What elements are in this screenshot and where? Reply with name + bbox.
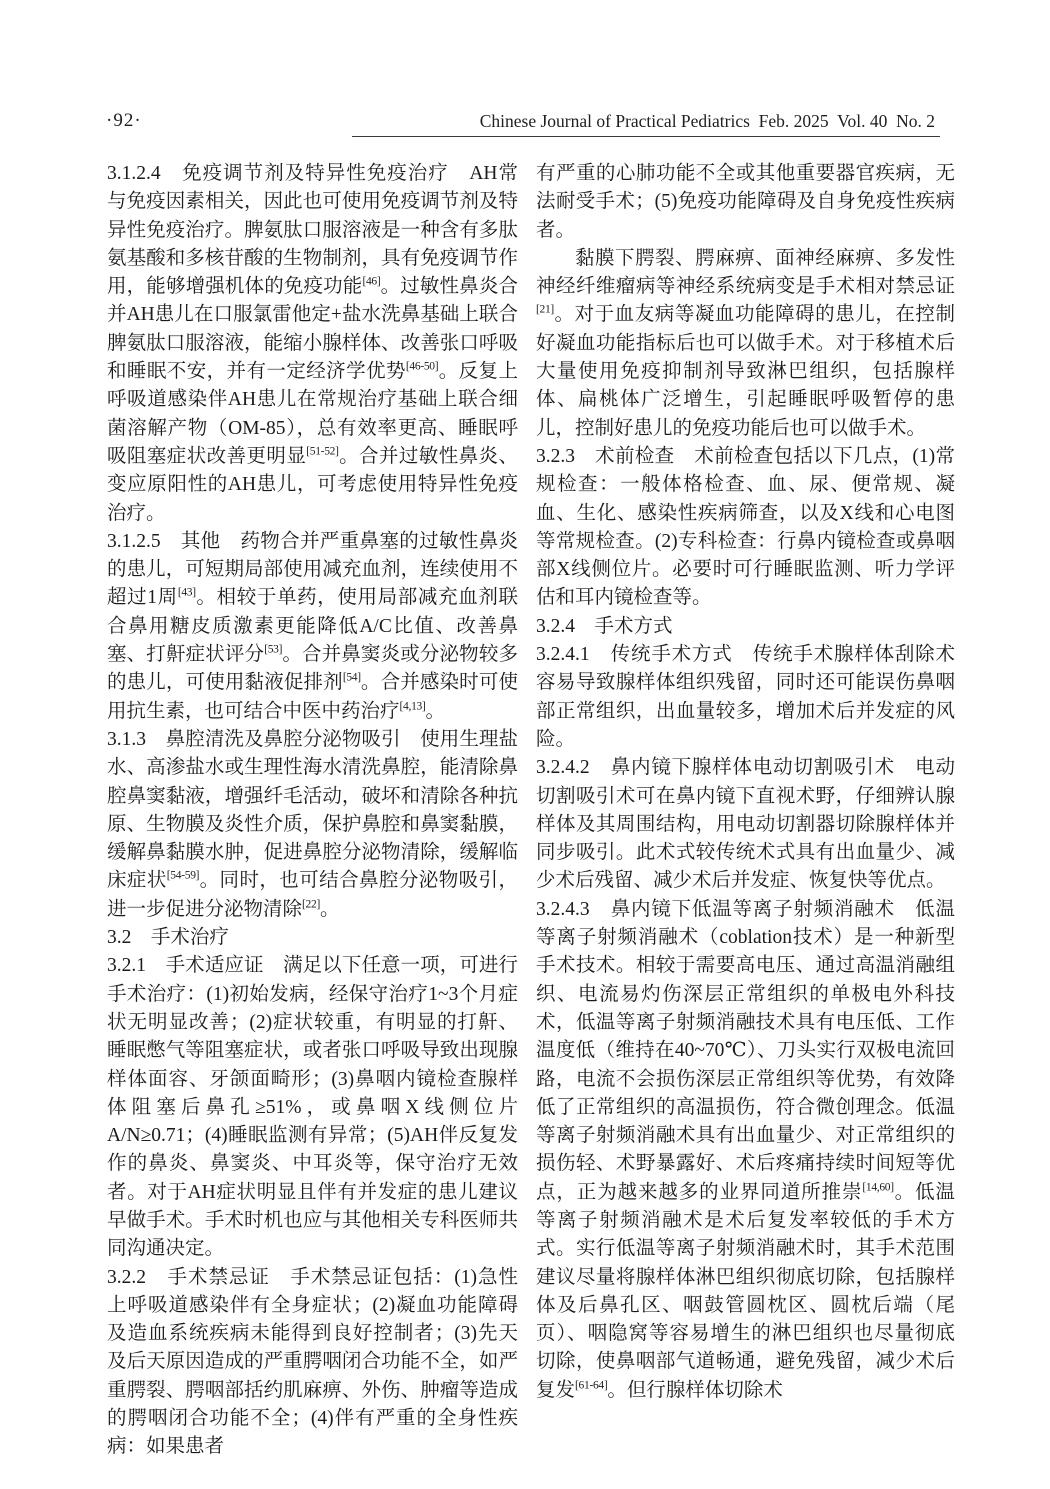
text-column-right — [536, 160, 955, 1405]
text-column-left — [107, 160, 518, 1462]
citation-ref: [14,60] — [862, 1181, 894, 1194]
paragraph-3.2: 3.2 手术治疗 — [107, 927, 229, 949]
paragraph-3.1.2.5: 3.1.2.5 其他 药物合并严重鼻塞的过敏性鼻炎的患儿，可短期局部使用减充血剂，连续使用不超过1周[43]。相较于单药，使用局部减充血剂联合鼻用糖皮质激素更能降低A/C比值、改善鼻塞、打鼾症状评分[53]。合并鼻窦炎或分泌物较多的患儿，可使用黏液促排剂[54]。合并感染时可使用抗生素，也可结合中医中药治疗[4,13]。 — [107, 530, 518, 722]
paragraph-3.2.1: 3.2.1 手术适应证 满足以下任意一项，可进行手术治疗：(1)初始发病，经保守治疗1~3个月症状无明显改善；(2)症状较重，有明显的打鼾、睡眠憋气等阻塞症状，或者张口呼吸导致出现腺样体面容、牙颌面畸形；(3)鼻咽内镜检查腺样体阻塞后鼻孔≥51%，或鼻咽X线侧位片A/N≥0.71；(4)睡眠监测有异常；(5)AH伴反复发作的鼻炎、鼻窦炎、中耳炎等，保守治疗无效者。对于AH症状明显且伴有并发症的患儿建议早做手术。手术时机也应与其他相关专科医师共同沟通决定。 — [107, 955, 518, 1260]
citation-ref: [54] — [342, 671, 361, 684]
paragraph-3.2.4: 3.2.4 手术方式 — [536, 615, 673, 637]
citation-ref: [54-59] — [166, 869, 200, 882]
citation-ref: [46-50] — [405, 360, 439, 373]
citation-ref: [53] — [264, 643, 283, 656]
paragraph-3.2.4.1: 3.2.4.1 传统手术方式 传统手术腺样体刮除术容易导致腺样体组织残留，同时还可能误伤鼻咽部正常组织，出血量较多，增加术后并发症的风险。 — [536, 644, 955, 750]
paragraph-3.1.3: 3.1.3 鼻腔清洗及鼻腔分泌物吸引 使用生理盐水、高渗盐水或生理性海水清洗鼻腔，能清除鼻腔鼻窦黏液，增强纤毛活动，破坏和清除各种抗原、生物膜及炎性介质，保护鼻腔和鼻窦黏膜，缓解鼻黏膜水肿，促进鼻腔分泌物清除，缓解临床症状[54-59]。同时，也可结合鼻腔分泌物吸引，进一步促进分泌物清除[22]。 — [107, 728, 518, 920]
paragraph-3.2.3: 3.2.3 术前检查 术前检查包括以下几点，(1)常规检查：一般体格检查、血、尿、便常规、凝血、生化、感染性疾病筛查，以及X线和心电图等常规检查。(2)专科检查：行鼻内镜检查或鼻咽部X线侧位片。必要时可行睡眠监测、听力学评估和耳内镜检查等。 — [536, 445, 955, 609]
paragraph-3.2.4.3: 3.2.4.3 鼻内镜下低温等离子射频消融术 低温等离子射频消融术（coblation技术）是一种新型手术技术。相较于需要高电压、通过高温消融组织、电流易灼伤深层正常组织的单极电外科技术，低温等离子射频消融技术具有电压低、工作温度低（维持在40~70℃）、刀头实行双极电流回路，电流不会损伤深层正常组织等优势，有效降低了正常组织的高温损伤，符合微创理念。低温等离子射频消融术具有出血量少、对正常组织的损伤轻、术野暴露好、术后疼痛持续时间短等优点，正为越来越多的业界同道所推崇[14,60]。低温等离子射频消融术是术后复发率较低的手术方式。实行低温等离子射频消融术时，其手术范围建议尽量将腺样体淋巴组织彻底切除，包括腺样体及后鼻孔区、咽鼓管圆枕区、圆枕后端（尾页）、咽隐窝等容易增生的淋巴组织也尽量彻底切除，使鼻咽部气道畅通，避免残留，减少术后复发[61-64]。但行腺样体切除术 — [536, 898, 955, 1401]
citation-ref: [46] — [362, 275, 381, 288]
citation-ref: [22] — [302, 898, 320, 911]
citation-ref: [51-52] — [306, 445, 339, 458]
citation-ref: [4,13] — [399, 700, 426, 713]
journal-title: Chinese Journal of Practical Pediatrics Feb. 2025 Vol. 40 No. 2 — [479, 111, 935, 131]
paragraph-3.1.2.4: 3.1.2.4 免疫调节剂及特异性免疫治疗 AH常与免疫因素相关，因此也可使用免疫调节剂及特异性免疫治疗。脾氨肽口服溶液是一种含有多肽氨基酸和多核苷酸的生物制剂，具有免疫调节作用，能够增强机体的免疫功能[46]。过敏性鼻炎合并AH患儿在口服氯雷他定+盐水洗鼻基础上联合脾氨肽口服溶液，能缩小腺样体、改善张口呼吸和睡眠不安，并有一定经济学优势[46-50]。反复上呼吸道感染伴AH患儿在常规治疗基础上联合细菌溶解产物（OM-85），总有效率更高、睡眠呼吸阻塞症状改善更明显[51-52]。合并过敏性鼻炎、变应原阳性的AH患儿，可考虑使用特异性免疫治疗。 — [107, 163, 518, 524]
citation-ref: [61-64] — [575, 1379, 608, 1392]
citation-ref: [21] — [536, 303, 554, 316]
citation-ref: [43] — [177, 586, 196, 599]
paragraph-3.2.2: 3.2.2 手术禁忌证 手术禁忌证包括：(1)急性上呼吸道感染伴有全身症状；(2)凝血功能障碍及造血系统疾病未能得到良好控制者；(3)先天及后天原因造成的严重腭咽闭合功能不全，如严重腭裂、腭咽部括约肌麻痹、外伤、肿瘤等造成的腭咽闭合功能不全；(4)伴有严重的全身性疾病：如果患者 — [107, 1266, 518, 1458]
paragraph-relative-contraindications: 黏膜下腭裂、腭麻痹、面神经麻痹、多发性神经纤维瘤病等神经系统病变是手术相对禁忌证[21]。对于血友病等凝血功能障碍的患儿，在控制好凝血功能指标后也可以做手术。对于移植术后大量使用免疫抑制剂导致淋巴组织，包括腺样体、扁桃体广泛增生，引起睡眠呼吸暂停的患儿，控制好患儿的免疫功能后也可以做手术。 — [536, 247, 955, 439]
header-rule — [352, 136, 940, 137]
paragraph-3.2.2-continued: 有严重的心肺功能不全或其他重要器官疾病，无法耐受手术；(5)免疫功能障碍及自身免疫性疾病者。 — [536, 163, 955, 241]
page-number: ·92· — [106, 110, 142, 131]
paragraph-3.2.4.2: 3.2.4.2 鼻内镜下腺样体电动切割吸引术 电动切割吸引术可在鼻内镜下直视术野，仔细辨认腺样体及其周围结构，用电动切割器切除腺样体并同步吸引。此术式较传统术式具有出血量少、减少术后残留、减少术后并发症、恢复快等优点。 — [536, 757, 955, 892]
